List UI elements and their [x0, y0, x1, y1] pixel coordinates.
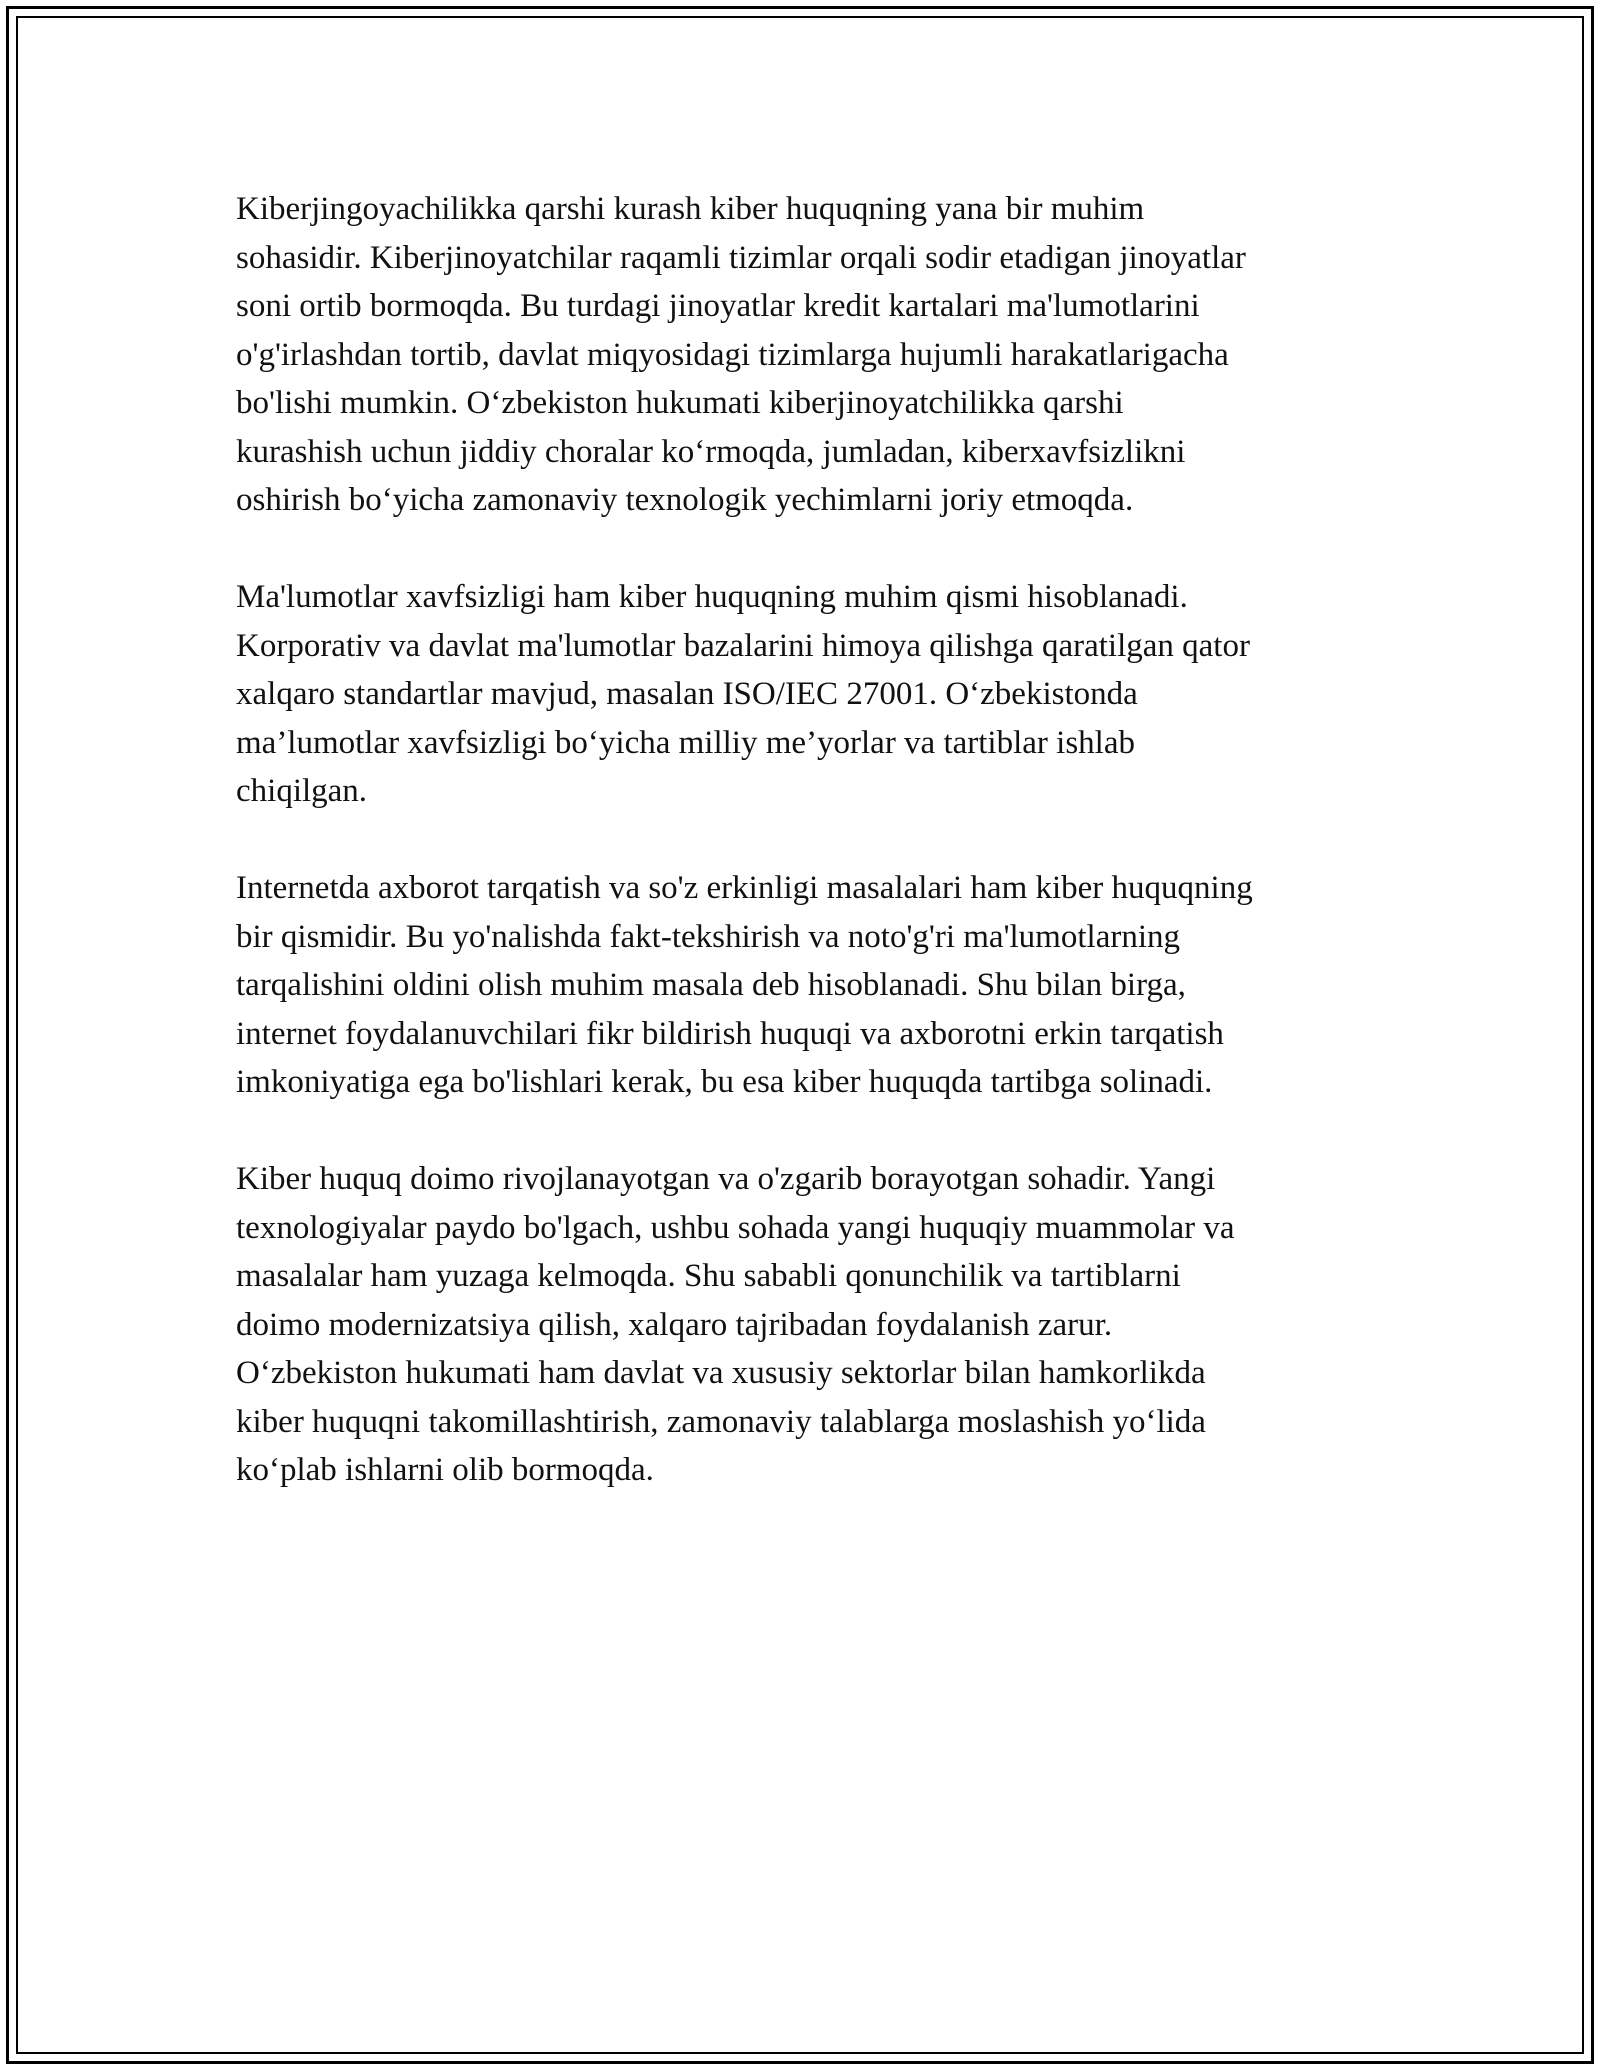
text-line: imkoniyatiga ega bo'lishlari kerak, bu esa kiber huquqda tartibga solinadi. [236, 1064, 1213, 1100]
text-line: O‘zbekiston hukumati ham davlat va xususiy sektorlar bilan hamkorlikda [236, 1355, 1206, 1391]
text-line: o'g'irlashdan tortib, davlat miqyosidagi tizimlarga hujumli harakatlarigacha [236, 336, 1229, 373]
paragraph-data-security [236, 573, 1376, 816]
text-line: ko‘plab ishlarni olib bormoqda. [236, 1452, 654, 1488]
text-line: tarqalishini oldini olish muhim masala deb hisoblanadi. Shu bilan birga, [236, 967, 1186, 1003]
text-line: internet foydalanuvchilari fikr bildirish huquqi va axborotni erkin tarqatish [236, 1015, 1224, 1052]
paragraph-evolving-law [236, 1155, 1376, 1495]
text-line: ma’lumotlar xavfsizligi bo‘yicha milliy me’yorlar va tartiblar ishlab [236, 724, 1135, 761]
text-line: xalqaro standartlar mavjud, masalan ISO/IEC 27001. O‘zbekistonda [236, 676, 1138, 712]
text-line: doimo modernizatsiya qilish, xalqaro tajribadan foydalanish zarur. [236, 1306, 1113, 1343]
paragraph-free-speech [236, 864, 1376, 1107]
text-line: kurashish uchun jiddiy choralar ko‘rmoqda, jumladan, kiberxavfsizlikni [236, 433, 1186, 470]
text-line: kiber huquqni takomillashtirish, zamonaviy talablarga moslashish yo‘lida [236, 1403, 1206, 1440]
document-body [236, 185, 1376, 1543]
text-line: texnologiyalar paydo bo'lgach, ushbu sohada yangi huquqiy muammolar va [236, 1209, 1235, 1246]
text-line: masalalar ham yuzaga kelmoqda. Shu sababli qonunchilik va tartiblarni [236, 1258, 1181, 1294]
text-line: bo'lishi mumkin. O‘zbekiston hukumati kiberjinoyatchilikka qarshi [236, 385, 1124, 421]
text-line: Ma'lumotlar xavfsizligi ham kiber huquqning muhim qismi hisoblanadi. [236, 579, 1188, 615]
text-line: Kiber huquq doimo rivojlanayotgan va o'zgarib borayotgan sohadir. Yangi [236, 1161, 1216, 1197]
text-line: Korporativ va davlat ma'lumotlar bazalarini himoya qilishga qaratilgan qator [236, 627, 1250, 664]
paragraph-cybercrime [236, 185, 1376, 525]
text-line: soni ortib bormoqda. Bu turdagi jinoyatlar kredit kartalari ma'lumotlarini [236, 288, 1200, 324]
text-line: oshirish bo‘yicha zamonaviy texnologik yechimlarni joriy etmoqda. [236, 482, 1134, 518]
text-line: Internetda axborot tarqatish va so'z erkinligi masalalari ham kiber huquqning [236, 870, 1253, 906]
text-line: bir qismidir. Bu yo'nalishda fakt-tekshirish va noto'g'ri ma'lumotlarning [236, 918, 1180, 955]
text-line: sohasidir. Kiberjinoyatchilar raqamli tizimlar orqali sodir etadigan jinoyatlar [236, 239, 1246, 276]
text-line: Kiberjingoyachilikka qarshi kurash kiber huquqning yana bir muhim [236, 191, 1145, 227]
text-line: chiqilgan. [236, 773, 368, 809]
